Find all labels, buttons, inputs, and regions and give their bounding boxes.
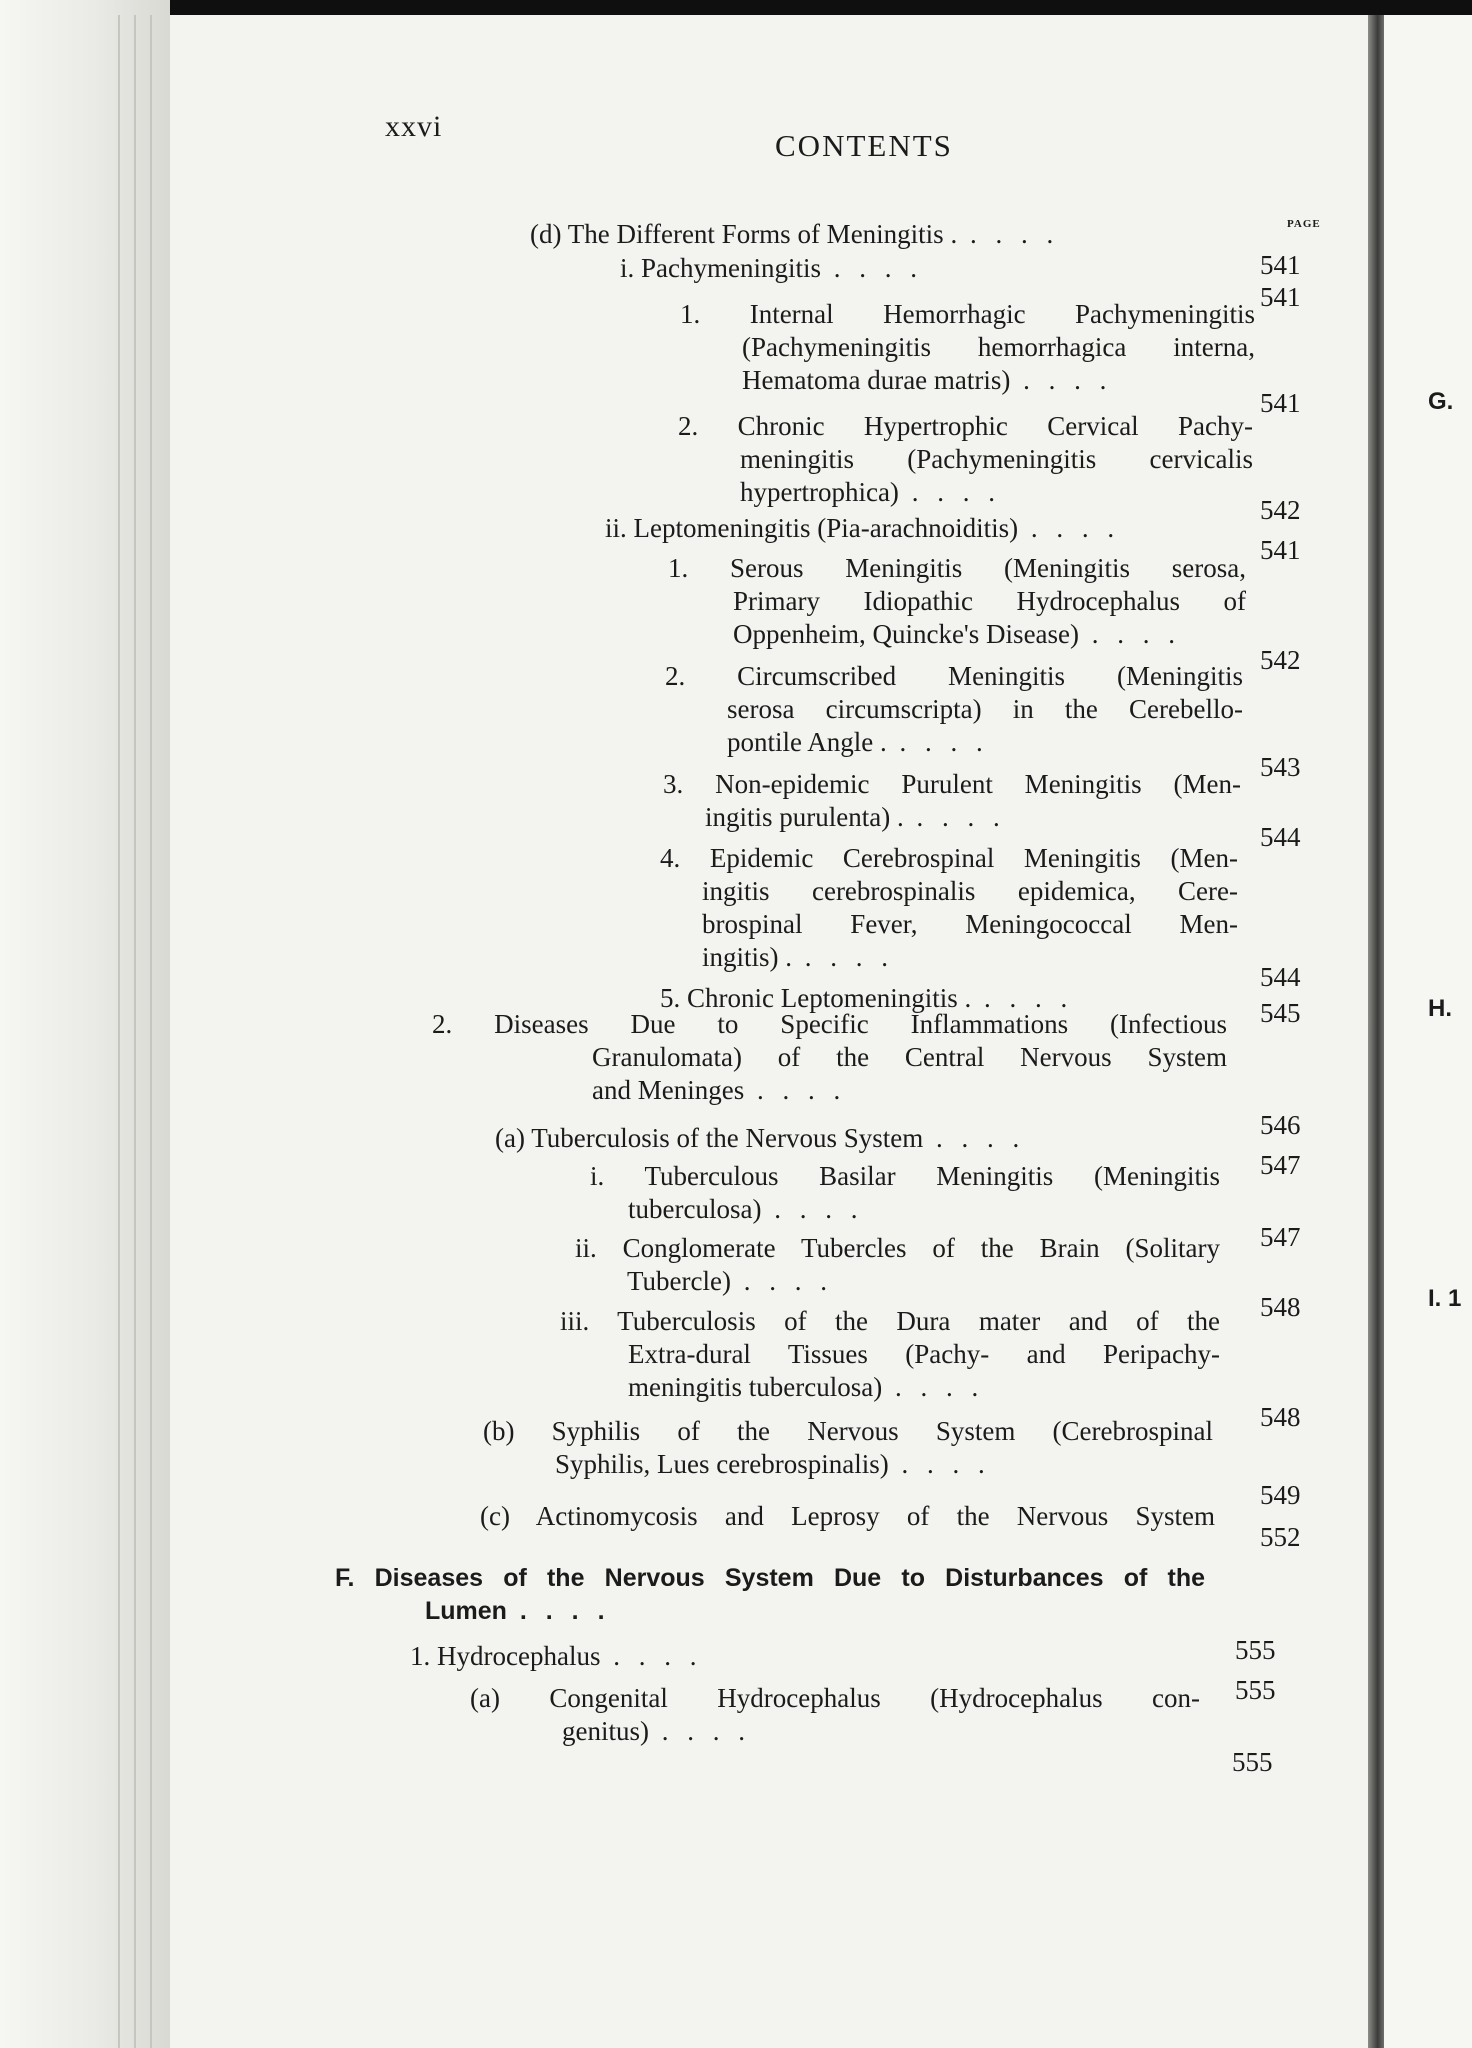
page-title: CONTENTS	[775, 128, 953, 163]
leaf-edge	[134, 15, 136, 2048]
book-gutter	[1368, 15, 1384, 2048]
toc-page-number: 548	[1260, 1292, 1301, 1322]
toc-entry-text: Oppenheim, Quincke's Disease) . .	[733, 618, 1246, 651]
toc-entry-text: Extra-dural Tissues (Pachy- and Peripachy-	[628, 1339, 1220, 1369]
page-number: xxvi	[385, 110, 443, 143]
toc-entry	[480, 1500, 1215, 1533]
toc-entry-text: and Meninges . .	[592, 1074, 1227, 1107]
toc-page-number: 541	[1260, 282, 1301, 312]
toc-entry-text: (d) The Different Forms of Meningitis . . .	[530, 218, 1260, 251]
toc-entry-text: Tubercle) . .	[627, 1265, 1220, 1298]
toc-entry	[410, 1640, 1210, 1673]
toc-entry-text: meningitis (Pachymeningitis cervicalis	[740, 444, 1253, 474]
toc-entry-text: ingitis cerebrospinalis epidemica, Cere-	[702, 876, 1238, 906]
toc-entry	[483, 1415, 1213, 1481]
toc-page-number: 548	[1260, 1402, 1301, 1432]
toc-entry-text: 2. Chronic Hypertrophic Cervical Pachy-	[678, 411, 1253, 441]
facing-page-letter: H.	[1428, 995, 1452, 1022]
toc-entry-text: iii. Tuberculosis of the Dura mater and of the	[560, 1306, 1220, 1336]
toc-entry	[470, 1682, 1200, 1748]
toc-entry-text: (b) Syphilis of the Nervous System (Cerebrospinal	[483, 1416, 1213, 1446]
leaf-edge	[150, 15, 152, 2048]
toc-entry-text: (a) Tuberculosis of the Nervous System . .	[495, 1122, 1220, 1155]
toc-entry-text: Primary Idiopathic Hydrocephalus of	[733, 586, 1246, 616]
toc-page-number: 555	[1235, 1675, 1276, 1705]
toc-entry-text: Lumen . .	[425, 1595, 1205, 1628]
facing-page-letter: G.	[1428, 388, 1454, 415]
toc-page-number: 544	[1260, 962, 1301, 992]
facing-page-letter: I. 1	[1428, 1285, 1462, 1312]
toc-page-number: 542	[1260, 645, 1301, 675]
page-column-label: PAGE	[1287, 218, 1321, 230]
toc-entry-text: i. Pachymeningitis . .	[620, 252, 1260, 285]
toc-page-number: 546	[1260, 1110, 1301, 1140]
toc-entry-text: (c) Actinomycosis and Leprosy of the Nervous System	[480, 1501, 1215, 1531]
toc-entry-text: ingitis) . . .	[702, 941, 1238, 974]
toc-entry	[605, 512, 1255, 545]
toc-entry-text: 2. Circumscribed Meningitis (Meningitis	[665, 661, 1243, 691]
toc-entry	[668, 552, 1246, 651]
toc-entry-text: 4. Epidemic Cerebrospinal Meningitis (Men-	[660, 843, 1238, 873]
toc-entry-text: pontile Angle . . .	[727, 726, 1243, 759]
toc-page-number: 541	[1260, 250, 1301, 280]
toc-entry	[660, 842, 1238, 974]
toc-entry-text: tuberculosa) . .	[628, 1193, 1220, 1226]
toc-page-number: 542	[1260, 495, 1301, 525]
toc-entry-text: (Pachymeningitis hemorrhagica interna,	[742, 332, 1255, 362]
toc-entry-text: genitus) . .	[562, 1715, 1200, 1748]
toc-entry	[590, 1160, 1220, 1226]
toc-entry-text: 1. Hydrocephalus . .	[410, 1640, 1210, 1673]
toc-entry-text: 1. Internal Hemorrhagic Pachymeningitis	[680, 299, 1255, 329]
toc-entry	[432, 1008, 1227, 1107]
toc-entry-text: i. Tuberculous Basilar Meningitis (Meningitis	[590, 1161, 1220, 1191]
toc-entry-text: 2. Diseases Due to Specific Inflammations (Infectious	[432, 1009, 1227, 1039]
toc-page-number: 544	[1260, 822, 1301, 852]
toc-entry-text: Granulomata) of the Central Nervous System	[592, 1042, 1227, 1072]
toc-entry	[575, 1232, 1220, 1298]
toc-entry	[680, 298, 1255, 397]
toc-entry-text: brospinal Fever, Meningococcal Men-	[702, 909, 1238, 939]
toc-entry	[665, 660, 1243, 759]
toc-page-number: 555	[1232, 1747, 1273, 1777]
toc-entry	[495, 1122, 1220, 1155]
toc-page-number: 555	[1235, 1635, 1276, 1665]
toc-page-number: 549	[1260, 1480, 1301, 1510]
toc-entry-text: Hematoma durae matris) . .	[742, 364, 1255, 397]
toc-entry-text: Syphilis, Lues cerebrospinalis) . .	[555, 1448, 1213, 1481]
toc-entry-text: serosa circumscripta) in the Cerebello-	[727, 694, 1243, 724]
toc-entry-text: ingitis purulenta) . . .	[705, 801, 1241, 834]
toc-page-number: 545	[1260, 998, 1301, 1028]
toc-entry-text: 5. Chronic Leptomeningitis . . .	[660, 982, 1240, 1015]
scan-top-edge	[0, 0, 1472, 15]
toc-entry-text: ii. Conglomerate Tubercles of the Brain (Solitary	[575, 1233, 1220, 1263]
toc-page-number: 541	[1260, 388, 1301, 418]
toc-entry	[530, 218, 1260, 251]
toc-entry-text: ii. Leptomeningitis (Pia-arachnoiditis) . .	[605, 512, 1255, 545]
toc-entry	[678, 410, 1253, 509]
toc-entry-text: (a) Congenital Hydrocephalus (Hydrocephalus con-	[470, 1683, 1200, 1713]
toc-entry-text: F. Diseases of the Nervous System Due to Disturbances of the	[335, 1564, 1205, 1592]
leaf-edge	[118, 15, 120, 2048]
toc-page-number: 543	[1260, 752, 1301, 782]
toc-entry	[620, 252, 1260, 285]
toc-entry-text: 1. Serous Meningitis (Meningitis serosa,	[668, 553, 1246, 583]
toc-entry-text: meningitis tuberculosa) . .	[628, 1371, 1220, 1404]
toc-page-number: 541	[1260, 535, 1301, 565]
toc-section-heading	[335, 1562, 1205, 1628]
toc-entry-text: hypertrophica) . .	[740, 476, 1253, 509]
toc-page-number: 547	[1260, 1150, 1301, 1180]
toc-page-number: 547	[1260, 1222, 1301, 1252]
facing-page	[1384, 15, 1472, 2048]
toc-entry-text: 3. Non-epidemic Purulent Meningitis (Men-	[663, 769, 1241, 799]
previous-pages-edge	[0, 0, 170, 2048]
toc-page-number: 552	[1260, 1522, 1301, 1552]
toc-entry	[663, 768, 1241, 834]
toc-entry	[560, 1305, 1220, 1404]
